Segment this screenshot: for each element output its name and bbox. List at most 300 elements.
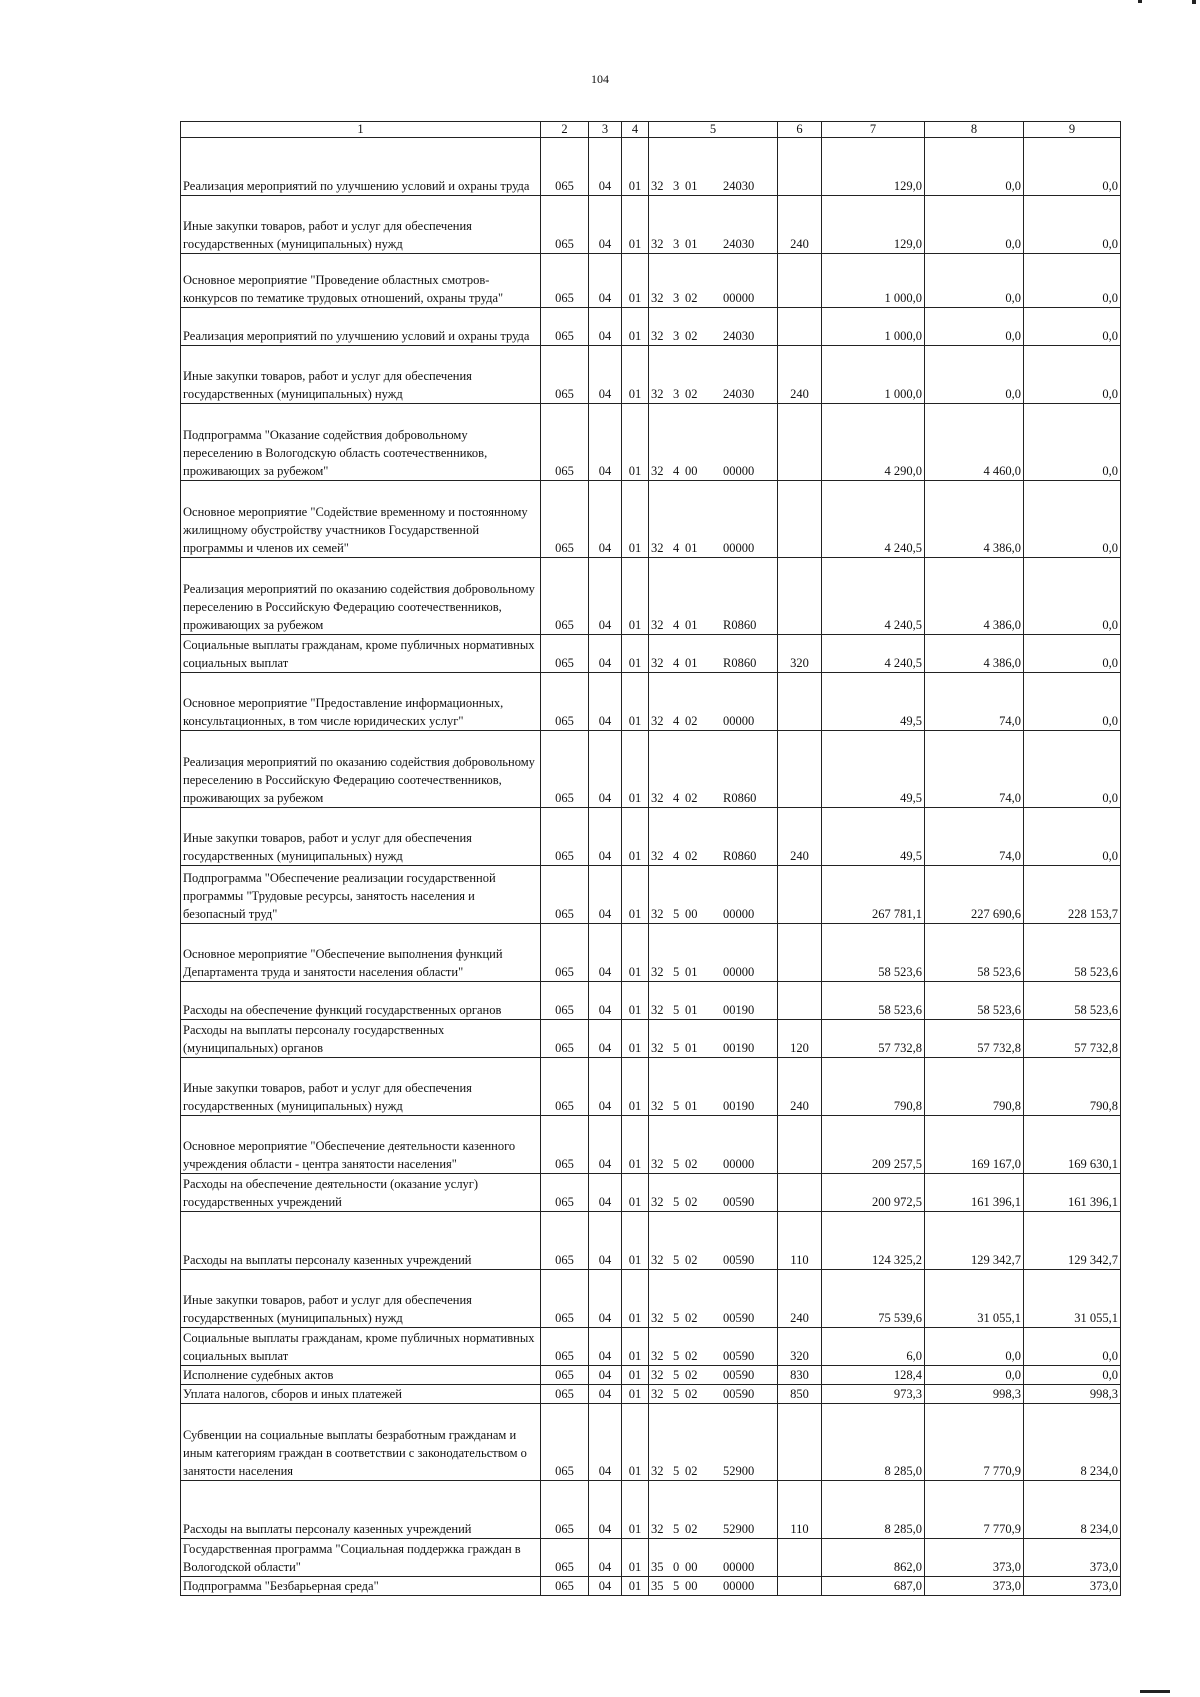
- target-code-part-1: 35: [651, 1579, 664, 1593]
- page-number: 104: [591, 72, 609, 86]
- subsection-code: 01: [622, 1481, 649, 1539]
- amount-year-3: 0,0: [1024, 558, 1121, 635]
- target-code-part-4: 00000: [723, 907, 755, 921]
- amount-year-1: 124 325,2: [822, 1212, 925, 1270]
- amount-year-2: 161 396,1: [925, 1174, 1024, 1212]
- target-code-part-2: 3: [673, 291, 680, 305]
- subsection-code: 01: [622, 1020, 649, 1058]
- column-header-6: 6: [778, 122, 822, 138]
- section-code: 04: [589, 1174, 622, 1212]
- subsection-code: 01: [622, 138, 649, 196]
- table-row: [181, 254, 1121, 308]
- amount-year-2: 4 386,0: [925, 558, 1024, 635]
- amount-year-3: 790,8: [1024, 1058, 1121, 1116]
- target-article-code: [649, 924, 778, 982]
- amount-year-1: 49,5: [822, 673, 925, 731]
- amount-year-2: 373,0: [925, 1539, 1024, 1577]
- expense-type-code: 110: [778, 1481, 822, 1539]
- row-name: Основное мероприятие "Содействие временному и постоянному жилищному обустройству участников Государственной программы и членов их семей": [181, 481, 541, 558]
- target-code-part-2: 4: [673, 714, 680, 728]
- target-code-part-4: 00000: [723, 965, 755, 979]
- target-code-part-4: 00590: [723, 1253, 755, 1267]
- column-header-7: 7: [822, 122, 925, 138]
- row-name: Расходы на обеспечение деятельности (оказание услуг) государственных учреждений: [181, 1174, 541, 1212]
- target-code-part-3: 02: [685, 1349, 698, 1363]
- table-row: [181, 673, 1121, 731]
- target-code-part-4: 00190: [723, 1003, 755, 1017]
- subsection-code: 01: [622, 404, 649, 481]
- amount-year-1: 1 000,0: [822, 308, 925, 346]
- ministry-code: 065: [541, 346, 589, 404]
- target-code-part-4: 00000: [723, 464, 755, 478]
- target-article-code: [649, 1328, 778, 1366]
- ministry-code: 065: [541, 308, 589, 346]
- amount-year-1: 129,0: [822, 196, 925, 254]
- target-code-part-2: 4: [673, 464, 680, 478]
- target-code-part-2: 5: [673, 1311, 680, 1325]
- scan-mark-top: [1138, 0, 1142, 3]
- section-code: 04: [589, 1058, 622, 1116]
- target-code-part-4: R0860: [723, 849, 757, 863]
- section-code: 04: [589, 731, 622, 808]
- expense-type-code: 240: [778, 808, 822, 866]
- target-article-code: [649, 404, 778, 481]
- section-code: 04: [589, 982, 622, 1020]
- target-code-part-4: 00000: [723, 1157, 755, 1171]
- target-code-part-3: 02: [685, 1522, 698, 1536]
- target-code-part-1: 35: [651, 1560, 664, 1574]
- expense-type-code: [778, 673, 822, 731]
- subsection-code: 01: [622, 346, 649, 404]
- target-code-part-2: 5: [673, 1464, 680, 1478]
- target-code-part-2: 4: [673, 541, 680, 555]
- target-code-part-2: 5: [673, 1157, 680, 1171]
- expense-type-code: 240: [778, 196, 822, 254]
- amount-year-1: 128,4: [822, 1366, 925, 1385]
- ministry-code: 065: [541, 138, 589, 196]
- row-name: Реализация мероприятий по улучшению условий и охраны труда: [181, 308, 541, 346]
- section-code: 04: [589, 481, 622, 558]
- amount-year-3: 0,0: [1024, 731, 1121, 808]
- target-code-part-3: 02: [685, 1387, 698, 1401]
- table-row: [181, 1174, 1121, 1212]
- target-code-part-1: 32: [651, 1099, 664, 1113]
- target-code-part-1: 32: [651, 1041, 664, 1055]
- amount-year-2: 0,0: [925, 254, 1024, 308]
- target-code-part-3: 01: [685, 1003, 698, 1017]
- scan-mark-bottom: [1140, 1690, 1170, 1693]
- target-article-code: [649, 635, 778, 673]
- subsection-code: 01: [622, 731, 649, 808]
- amount-year-3: 58 523,6: [1024, 924, 1121, 982]
- table-body: [181, 138, 1121, 1596]
- amount-year-1: 4 240,5: [822, 558, 925, 635]
- target-code-part-4: 00000: [723, 541, 755, 555]
- amount-year-3: 8 234,0: [1024, 1481, 1121, 1539]
- row-name: Иные закупки товаров, работ и услуг для обеспечения государственных (муниципальных) нужд: [181, 1058, 541, 1116]
- table-row: [181, 1385, 1121, 1404]
- table-row: [181, 866, 1121, 924]
- row-name: Уплата налогов, сборов и иных платежей: [181, 1385, 541, 1404]
- table-row: [181, 808, 1121, 866]
- amount-year-1: 4 240,5: [822, 635, 925, 673]
- expense-type-code: 120: [778, 1020, 822, 1058]
- table-row: [181, 196, 1121, 254]
- target-article-code: [649, 1212, 778, 1270]
- target-code-part-4: 00590: [723, 1368, 755, 1382]
- target-code-part-3: 02: [685, 387, 698, 401]
- subsection-code: 01: [622, 1385, 649, 1404]
- target-code-part-4: 52900: [723, 1464, 755, 1478]
- row-name: Реализация мероприятий по улучшению условий и охраны труда: [181, 138, 541, 196]
- target-code-part-3: 00: [685, 1579, 698, 1593]
- amount-year-3: 0,0: [1024, 404, 1121, 481]
- subsection-code: 01: [622, 1577, 649, 1596]
- target-code-part-4: 00590: [723, 1387, 755, 1401]
- amount-year-3: 0,0: [1024, 481, 1121, 558]
- amount-year-1: 687,0: [822, 1577, 925, 1596]
- section-code: 04: [589, 138, 622, 196]
- subsection-code: 01: [622, 1212, 649, 1270]
- section-code: 04: [589, 673, 622, 731]
- target-article-code: [649, 1020, 778, 1058]
- target-code-part-1: 32: [651, 965, 664, 979]
- row-name: Основное мероприятие "Обеспечение деятельности казенного учреждения области - центра занятости населения": [181, 1116, 541, 1174]
- target-code-part-2: 5: [673, 1041, 680, 1055]
- amount-year-1: 49,5: [822, 731, 925, 808]
- section-code: 04: [589, 1212, 622, 1270]
- subsection-code: 01: [622, 1058, 649, 1116]
- target-code-part-2: 5: [673, 965, 680, 979]
- column-header-4: 4: [622, 122, 649, 138]
- amount-year-2: 7 770,9: [925, 1404, 1024, 1481]
- subsection-code: 01: [622, 1539, 649, 1577]
- target-article-code: [649, 1116, 778, 1174]
- ministry-code: 065: [541, 1116, 589, 1174]
- expense-type-code: 240: [778, 1270, 822, 1328]
- amount-year-2: 227 690,6: [925, 866, 1024, 924]
- target-code-part-2: 5: [673, 1522, 680, 1536]
- section-code: 04: [589, 196, 622, 254]
- expense-type-code: [778, 1116, 822, 1174]
- subsection-code: 01: [622, 866, 649, 924]
- table-row: [181, 138, 1121, 196]
- budget-table: [180, 121, 1121, 1596]
- target-code-part-1: 32: [651, 849, 664, 863]
- amount-year-2: 0,0: [925, 1366, 1024, 1385]
- amount-year-2: 0,0: [925, 138, 1024, 196]
- amount-year-2: 4 386,0: [925, 481, 1024, 558]
- expense-type-code: [778, 138, 822, 196]
- amount-year-2: 4 386,0: [925, 635, 1024, 673]
- expense-type-code: [778, 308, 822, 346]
- ministry-code: 065: [541, 673, 589, 731]
- target-code-part-3: 02: [685, 714, 698, 728]
- target-article-code: [649, 1174, 778, 1212]
- target-code-part-2: 5: [673, 1253, 680, 1267]
- table-row: [181, 635, 1121, 673]
- target-code-part-1: 32: [651, 656, 664, 670]
- row-name: Основное мероприятие "Обеспечение выполнения функций Департамента труда и занятости населения области": [181, 924, 541, 982]
- target-code-part-1: 32: [651, 541, 664, 555]
- target-code-part-4: 24030: [723, 329, 755, 343]
- amount-year-1: 8 285,0: [822, 1404, 925, 1481]
- target-article-code: [649, 1481, 778, 1539]
- ministry-code: 065: [541, 924, 589, 982]
- target-code-part-4: 00590: [723, 1349, 755, 1363]
- amount-year-3: 0,0: [1024, 254, 1121, 308]
- ministry-code: 065: [541, 866, 589, 924]
- subsection-code: 01: [622, 1116, 649, 1174]
- target-code-part-1: 32: [651, 791, 664, 805]
- expense-type-code: 110: [778, 1212, 822, 1270]
- amount-year-2: 57 732,8: [925, 1020, 1024, 1058]
- subsection-code: 01: [622, 254, 649, 308]
- amount-year-1: 8 285,0: [822, 1481, 925, 1539]
- section-code: 04: [589, 346, 622, 404]
- ministry-code: 065: [541, 731, 589, 808]
- row-name: Основное мероприятие "Проведение областных смотров-конкурсов по тематике трудовых отношений, охраны труда": [181, 254, 541, 308]
- target-article-code: [649, 1577, 778, 1596]
- subsection-code: 01: [622, 924, 649, 982]
- ministry-code: 065: [541, 1174, 589, 1212]
- expense-type-code: [778, 254, 822, 308]
- subsection-code: 01: [622, 1366, 649, 1385]
- ministry-code: 065: [541, 1385, 589, 1404]
- row-name: Подпрограмма "Оказание содействия добровольному переселению в Вологодскую область соотечественников, проживающих за рубежом": [181, 404, 541, 481]
- target-code-part-3: 01: [685, 965, 698, 979]
- ministry-code: 065: [541, 635, 589, 673]
- subsection-code: 01: [622, 1404, 649, 1481]
- amount-year-2: 0,0: [925, 1328, 1024, 1366]
- row-name: Основное мероприятие "Предоставление информационных, консультационных, в том числе юридических услуг": [181, 673, 541, 731]
- section-code: 04: [589, 558, 622, 635]
- column-header-5: 5: [649, 122, 778, 138]
- target-code-part-4: 00590: [723, 1195, 755, 1209]
- target-code-part-1: 32: [651, 291, 664, 305]
- target-article-code: [649, 1366, 778, 1385]
- target-code-part-1: 32: [651, 1387, 664, 1401]
- target-code-part-2: 5: [673, 1349, 680, 1363]
- target-code-part-3: 02: [685, 1157, 698, 1171]
- target-code-part-3: 00: [685, 1560, 698, 1574]
- row-name: Расходы на выплаты персоналу казенных учреждений: [181, 1481, 541, 1539]
- target-code-part-1: 32: [651, 618, 664, 632]
- table-row: [181, 346, 1121, 404]
- section-code: 04: [589, 808, 622, 866]
- section-code: 04: [589, 866, 622, 924]
- amount-year-3: 0,0: [1024, 346, 1121, 404]
- amount-year-3: 57 732,8: [1024, 1020, 1121, 1058]
- target-code-part-1: 32: [651, 237, 664, 251]
- expense-type-code: [778, 404, 822, 481]
- amount-year-1: 209 257,5: [822, 1116, 925, 1174]
- row-name: Государственная программа "Социальная поддержка граждан в Вологодской области": [181, 1539, 541, 1577]
- expense-type-code: [778, 1404, 822, 1481]
- amount-year-1: 200 972,5: [822, 1174, 925, 1212]
- expense-type-code: 830: [778, 1366, 822, 1385]
- table-row: [181, 404, 1121, 481]
- amount-year-3: 0,0: [1024, 635, 1121, 673]
- ministry-code: 065: [541, 481, 589, 558]
- target-code-part-1: 32: [651, 464, 664, 478]
- amount-year-1: 862,0: [822, 1539, 925, 1577]
- amount-year-1: 129,0: [822, 138, 925, 196]
- column-header-8: 8: [925, 122, 1024, 138]
- amount-year-3: 373,0: [1024, 1539, 1121, 1577]
- table-header-row: [181, 122, 1121, 138]
- target-code-part-4: 00000: [723, 1560, 755, 1574]
- target-article-code: [649, 673, 778, 731]
- target-code-part-4: R0860: [723, 618, 757, 632]
- target-article-code: [649, 731, 778, 808]
- target-code-part-2: 5: [673, 1099, 680, 1113]
- ministry-code: 065: [541, 1577, 589, 1596]
- amount-year-3: 0,0: [1024, 808, 1121, 866]
- row-name: Подпрограмма "Обеспечение реализации государственной программы "Трудовые ресурсы, занятость населения и безопасный труд": [181, 866, 541, 924]
- amount-year-2: 373,0: [925, 1577, 1024, 1596]
- section-code: 04: [589, 1577, 622, 1596]
- ministry-code: 065: [541, 1404, 589, 1481]
- target-code-part-4: 00590: [723, 1311, 755, 1325]
- amount-year-1: 6,0: [822, 1328, 925, 1366]
- table-row: [181, 1116, 1121, 1174]
- target-code-part-2: 4: [673, 849, 680, 863]
- expense-type-code: [778, 924, 822, 982]
- expense-type-code: 320: [778, 1328, 822, 1366]
- subsection-code: 01: [622, 196, 649, 254]
- table-row: [181, 481, 1121, 558]
- target-article-code: [649, 138, 778, 196]
- amount-year-3: 58 523,6: [1024, 982, 1121, 1020]
- target-code-part-3: 01: [685, 618, 698, 632]
- target-code-part-3: 02: [685, 791, 698, 805]
- target-code-part-1: 32: [651, 1311, 664, 1325]
- target-code-part-3: 02: [685, 1195, 698, 1209]
- subsection-code: 01: [622, 635, 649, 673]
- target-code-part-3: 02: [685, 1253, 698, 1267]
- row-name: Иные закупки товаров, работ и услуг для обеспечения государственных (муниципальных) нужд: [181, 346, 541, 404]
- expense-type-code: [778, 1577, 822, 1596]
- row-name: Расходы на выплаты персоналу казенных учреждений: [181, 1212, 541, 1270]
- target-code-part-1: 32: [651, 1522, 664, 1536]
- target-article-code: [649, 346, 778, 404]
- target-code-part-3: 02: [685, 1464, 698, 1478]
- target-code-part-3: 01: [685, 179, 698, 193]
- target-article-code: [649, 1539, 778, 1577]
- table-row: [181, 1270, 1121, 1328]
- target-article-code: [649, 196, 778, 254]
- ministry-code: 065: [541, 254, 589, 308]
- ministry-code: 065: [541, 1212, 589, 1270]
- amount-year-3: 8 234,0: [1024, 1404, 1121, 1481]
- section-code: 04: [589, 308, 622, 346]
- amount-year-2: 998,3: [925, 1385, 1024, 1404]
- row-name: Социальные выплаты гражданам, кроме публичных нормативных социальных выплат: [181, 635, 541, 673]
- target-article-code: [649, 866, 778, 924]
- section-code: 04: [589, 635, 622, 673]
- expense-type-code: [778, 731, 822, 808]
- table-row: [181, 982, 1121, 1020]
- target-article-code: [649, 254, 778, 308]
- amount-year-1: 4 290,0: [822, 404, 925, 481]
- target-code-part-2: 5: [673, 1003, 680, 1017]
- amount-year-3: 228 153,7: [1024, 866, 1121, 924]
- target-code-part-4: 00190: [723, 1041, 755, 1055]
- amount-year-1: 4 240,5: [822, 481, 925, 558]
- target-code-part-4: R0860: [723, 656, 757, 670]
- ministry-code: 065: [541, 1328, 589, 1366]
- ministry-code: 065: [541, 1020, 589, 1058]
- target-code-part-1: 32: [651, 179, 664, 193]
- amount-year-2: 790,8: [925, 1058, 1024, 1116]
- target-code-part-4: 00000: [723, 1579, 755, 1593]
- table-row: [181, 1577, 1121, 1596]
- target-code-part-2: 5: [673, 1387, 680, 1401]
- target-code-part-4: 00000: [723, 714, 755, 728]
- row-name: Расходы на выплаты персоналу государственных (муниципальных) органов: [181, 1020, 541, 1058]
- row-name: Исполнение судебных актов: [181, 1366, 541, 1385]
- amount-year-1: 267 781,1: [822, 866, 925, 924]
- ministry-code: 065: [541, 196, 589, 254]
- target-code-part-1: 32: [651, 1349, 664, 1363]
- column-header-1: 1: [181, 122, 541, 138]
- ministry-code: 065: [541, 404, 589, 481]
- section-code: 04: [589, 1116, 622, 1174]
- target-code-part-4: R0860: [723, 791, 757, 805]
- column-header-9: 9: [1024, 122, 1121, 138]
- target-article-code: [649, 558, 778, 635]
- target-article-code: [649, 1385, 778, 1404]
- row-name: Субвенции на социальные выплаты безработным гражданам и иным категориям граждан в соответствии с законодательством о занятости населения: [181, 1404, 541, 1481]
- section-code: 04: [589, 1481, 622, 1539]
- section-code: 04: [589, 254, 622, 308]
- amount-year-1: 57 732,8: [822, 1020, 925, 1058]
- amount-year-2: 74,0: [925, 808, 1024, 866]
- ministry-code: 065: [541, 1481, 589, 1539]
- amount-year-1: 49,5: [822, 808, 925, 866]
- table-row: [181, 1328, 1121, 1366]
- table-row: [181, 308, 1121, 346]
- amount-year-3: 161 396,1: [1024, 1174, 1121, 1212]
- row-name: Иные закупки товаров, работ и услуг для обеспечения государственных (муниципальных) нужд: [181, 196, 541, 254]
- target-code-part-2: 3: [673, 387, 680, 401]
- subsection-code: 01: [622, 481, 649, 558]
- target-code-part-4: 24030: [723, 387, 755, 401]
- table-row: [181, 731, 1121, 808]
- section-code: 04: [589, 1366, 622, 1385]
- target-code-part-4: 24030: [723, 179, 755, 193]
- target-article-code: [649, 982, 778, 1020]
- expense-type-code: [778, 1539, 822, 1577]
- target-code-part-3: 01: [685, 541, 698, 555]
- subsection-code: 01: [622, 982, 649, 1020]
- amount-year-1: 1 000,0: [822, 346, 925, 404]
- target-code-part-3: 00: [685, 907, 698, 921]
- table-row: [181, 1020, 1121, 1058]
- ministry-code: 065: [541, 1539, 589, 1577]
- section-code: 04: [589, 1270, 622, 1328]
- expense-type-code: [778, 1174, 822, 1212]
- row-name: Реализация мероприятий по оказанию содействия добровольному переселению в Российскую Федерацию соотечественников, проживающих за рубежом: [181, 558, 541, 635]
- column-header-2: 2: [541, 122, 589, 138]
- row-name: Социальные выплаты гражданам, кроме публичных нормативных социальных выплат: [181, 1328, 541, 1366]
- amount-year-2: 58 523,6: [925, 982, 1024, 1020]
- table-row: [181, 1481, 1121, 1539]
- table-row: [181, 1539, 1121, 1577]
- section-code: 04: [589, 1328, 622, 1366]
- amount-year-2: 129 342,7: [925, 1212, 1024, 1270]
